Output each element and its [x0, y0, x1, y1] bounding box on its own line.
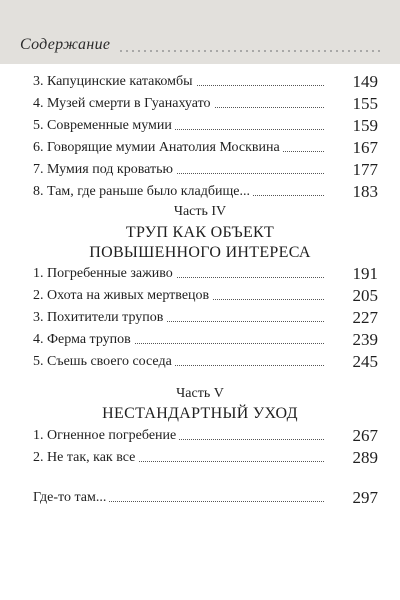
toc-entry[interactable]	[33, 136, 378, 158]
toc-entry-title: 5. Современные мумии	[33, 118, 175, 134]
toc-entry-title: 8. Там, где раньше было кладбище...	[33, 184, 253, 200]
toc-entry-page: 155	[349, 94, 379, 114]
toc-entry-page: 167	[349, 138, 379, 158]
header-dotted-rule	[118, 50, 380, 52]
toc-entry-page: 267	[349, 426, 379, 446]
toc-entry-title: 1. Огненное погребение	[33, 428, 179, 444]
toc-entry-page: 177	[349, 160, 379, 180]
toc-entry-page: 227	[349, 308, 379, 328]
toc-entry-title: 5. Съешь своего соседа	[33, 354, 175, 370]
toc-entry-page: 289	[349, 448, 379, 468]
toc-entry[interactable]	[33, 70, 378, 92]
header-title: Содержание	[20, 36, 111, 53]
toc-entry-title: 2. Не так, как все	[33, 450, 138, 466]
toc-entry-title: 4. Ферма трупов	[33, 332, 134, 348]
toc-entry-title: Где-то там...	[33, 490, 109, 506]
toc-entry-title: 3. Капуцинские катакомбы	[33, 74, 196, 90]
toc-entry[interactable]	[33, 486, 378, 508]
toc-entry[interactable]	[33, 92, 378, 114]
toc-entry-title: 7. Мумия под кроватью	[33, 162, 176, 178]
toc-entry[interactable]	[33, 114, 378, 136]
toc-entry-page: 297	[349, 488, 379, 508]
toc-entry-page: 239	[349, 330, 379, 350]
toc-entry[interactable]	[33, 262, 378, 284]
page-header	[0, 0, 400, 64]
toc-entry-page: 183	[349, 182, 379, 202]
toc-entry[interactable]	[33, 328, 378, 350]
toc-entry-title: 1. Погребенные заживо	[33, 266, 176, 282]
toc-entry[interactable]	[33, 306, 378, 328]
part-title-line: ТРУП КАК ОБЪЕКТ	[125, 224, 275, 241]
toc-entry-page: 205	[349, 286, 379, 306]
toc-entry[interactable]	[33, 446, 378, 468]
toc-entry-title: 2. Охота на живых мертвецов	[33, 288, 212, 304]
toc-entry-title: 4. Музей смерти в Гуанахуато	[33, 96, 214, 112]
toc-entry[interactable]	[33, 350, 378, 372]
part-title-line: ПОВЫШЕННОГО ИНТЕРЕСА	[89, 244, 311, 261]
part-title-line: НЕСТАНДАРТНЫЙ УХОД	[102, 405, 298, 422]
part-label: Часть V	[176, 386, 224, 401]
toc-entry[interactable]	[33, 284, 378, 306]
toc-page	[0, 64, 400, 600]
toc-entry-page: 159	[349, 116, 379, 136]
toc-entry-page: 245	[349, 352, 379, 372]
toc-entry[interactable]	[33, 158, 378, 180]
part-label: Часть IV	[173, 204, 227, 219]
toc-entry[interactable]	[33, 180, 378, 202]
toc-entry[interactable]	[33, 424, 378, 446]
toc-entry-page: 149	[349, 72, 379, 92]
toc-entry-title: 6. Говорящие мумии Анатолия Москвина	[33, 140, 283, 156]
toc-entry-title: 3. Похитители трупов	[33, 310, 166, 326]
toc-entry-page: 191	[349, 264, 379, 284]
